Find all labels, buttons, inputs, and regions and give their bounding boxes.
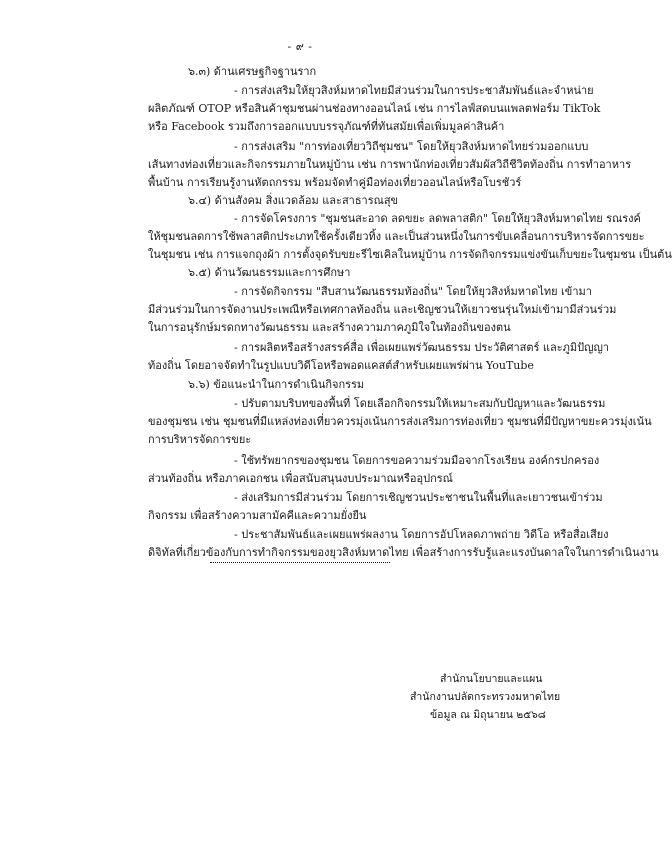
- paragraph-line: ผลิตภัณฑ์ OTOP หรือสินค้าชุมชนผ่านช่องทางออนไลน์ เช่น การไลฟ์สดบนแพลตฟอร์ม TikTok: [148, 102, 601, 115]
- paragraph-line: - การผลิตหรือสร้างสรรค์สื่อ เพื่อเผยแพร่วัฒนธรรม ประวัติศาสตร์ และภูมิปัญญา: [234, 341, 610, 354]
- paragraph-line: - ใช้ทรัพยากรของชุมชน โดยการขอความร่วมมือจากโรงเรียน องค์กรปกครอง: [234, 454, 600, 467]
- paragraph-line: ส่วนท้องถิ่น หรือภาคเอกชน เพื่อสนับสนุนงบประมาณหรืออุปกรณ์: [148, 472, 453, 485]
- paragraph-line: - การจัดโครงการ "ชุมชนสะอาด ลดขยะ ลดพลาสติก" โดยให้ยุวสิงห์มหาดไทย รณรงค์: [234, 212, 641, 225]
- paragraph-line: มีส่วนร่วมในการจัดงานประเพณีหรือเทศกาลท้องถิ่น และเชิญชวนให้เยาวชนรุ่นใหม่เข้ามามีส่วนร่วม: [148, 303, 617, 316]
- page-number: - ๙ -: [287, 40, 313, 53]
- office-name: สำนักนโยบายและแผน: [440, 673, 543, 685]
- paragraph-line: ในชุมชน เช่น การแจกถุงผ้า การตั้งจุดรับขยะรีไซเคิลในหมู่บ้าน การจัดกิจกรรมแข่งขันเก็บขยะในชุมชน เป็นต้น: [148, 248, 672, 261]
- paragraph-line: หรือ Facebook รวมถึงการออกแบบบรรจุภัณฑ์ที่ทันสมัยเพื่อเพิ่มมูลค่าสินค้า: [148, 120, 505, 133]
- section-heading-6-3: ๖.๓) ด้านเศรษฐกิจฐานราก: [188, 65, 317, 78]
- section-heading-6-6: ๖.๖) ข้อแนะนำในการดำเนินกิจกรรม: [188, 378, 365, 391]
- paragraph-line: ดิจิทัลที่เกี่ยวข้องกับการทำกิจกรรมของยุวสิงห์มหาดไทย เพื่อสร้างการรับรู้และแรงบันดาลใจในการดำเนินงาน: [148, 546, 659, 559]
- paragraph-line: กิจกรรม เพื่อสร้างความสามัคคีและความยั่งยืน: [148, 509, 367, 522]
- paragraph-line: - ส่งเสริมการมีส่วนร่วม โดยการเชิญชวนประชาชนในพื้นที่และเยาวชนเข้าร่วม: [234, 491, 603, 504]
- paragraph-line: - ประชาสัมพันธ์และเผยแพร่ผลงาน โดยการอัปโหลดภาพถ่าย วิดีโอ หรือสื่อเสียง: [234, 528, 609, 541]
- dotted-divider: [210, 562, 390, 563]
- paragraph-line: - การส่งเสริมให้ยุวสิงห์มหาดไทยมีส่วนร่วมในการประชาสัมพันธ์และจำหน่าย: [234, 84, 594, 97]
- paragraph-line: ในการอนุรักษ์มรดกทางวัฒนธรรม และสร้างความภาคภูมิใจในท้องถิ่นของตน: [148, 321, 511, 334]
- paragraph-line: พื้นบ้าน การเรียนรู้งานหัตถกรรม พร้อมจัดทำคู่มือท่องเที่ยวออนไลน์หรือโบรชัวร์: [148, 176, 522, 189]
- section-heading-6-4: ๖.๔) ด้านสังคม สิ่งแวดล้อม และสาธารณสุข: [188, 194, 399, 207]
- ministry-name: สำนักงานปลัดกระทรวงมหาดไทย: [410, 691, 561, 703]
- paragraph-line: ของชุมชน เช่น ชุมชนที่มีแหล่งท่องเที่ยวควรมุ่งเน้นการส่งเสริมการท่องเที่ยว ชุมชนที่มีปัญหาขยะควรมุ่งเน้น: [148, 415, 652, 428]
- paragraph-line: ท้องถิ่น โดยอาจจัดทำในรูปแบบวิดีโอหรือพอดแคสต์สำหรับเผยแพร่ผ่าน YouTube: [148, 359, 534, 372]
- paragraph-line: เส้นทางท่องเที่ยวและกิจกรรมภายในหมู่บ้าน เช่น การพานักท่องเที่ยวสัมผัสวิถีชีวิตท้องถิ่น การทำอาหาร: [148, 158, 632, 171]
- section-heading-6-5: ๖.๕) ด้านวัฒนธรรมและการศึกษา: [188, 266, 351, 279]
- paragraph-line: การบริหารจัดการขยะ: [148, 433, 252, 446]
- paragraph-line: ให้ชุมชนลดการใช้พลาสติกประเภทใช้ครั้งเดียวทิ้ง และเป็นส่วนหนึ่งในการขับเคลื่อนการบริหารจัดการขยะ: [148, 230, 645, 243]
- paragraph-line: - ปรับตามบริบทของพื้นที่ โดยเลือกกิจกรรมให้เหมาะสมกับปัญหาและวัฒนธรรม: [234, 397, 606, 410]
- paragraph-line: - การส่งเสริม "การท่องเที่ยววิถีชุมชน" โดยให้ยุวสิงห์มหาดไทยร่วมออกแบบ: [234, 140, 589, 153]
- paragraph-line: - การจัดกิจกรรม "สืบสานวัฒนธรรมท้องถิ่น" โดยให้ยุวสิงห์มหาดไทย เข้ามา: [234, 285, 592, 298]
- data-date: ข้อมูล ณ มิถุนายน ๒๕๖๘: [430, 709, 546, 721]
